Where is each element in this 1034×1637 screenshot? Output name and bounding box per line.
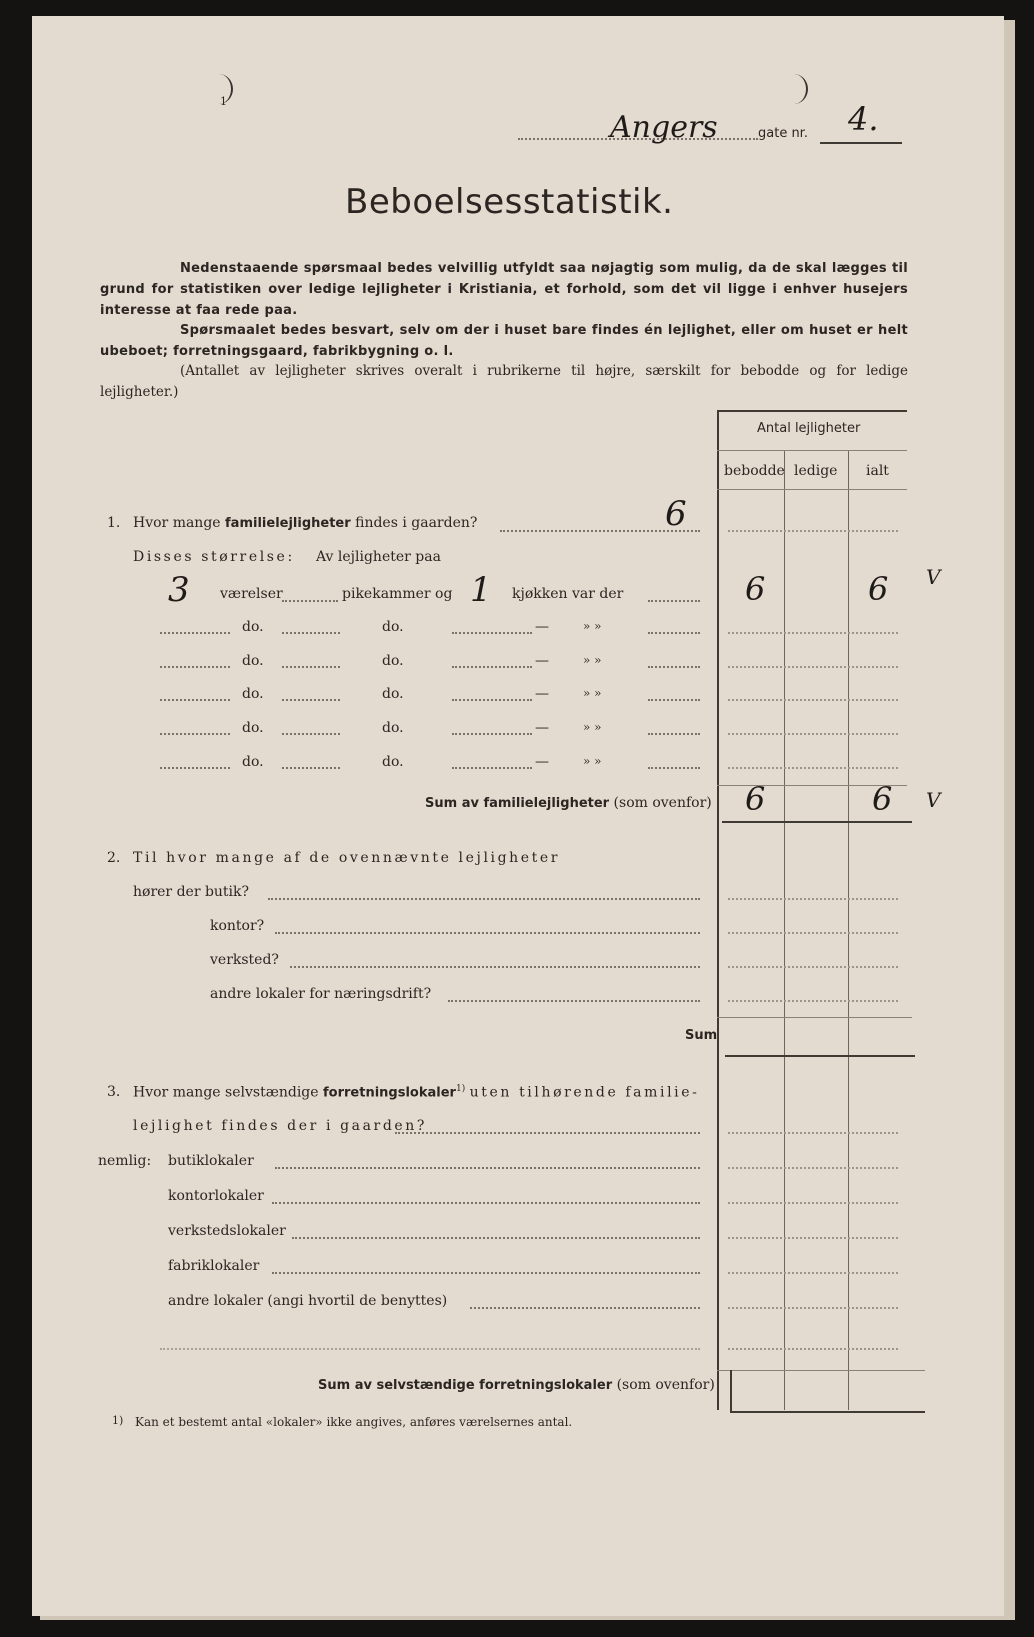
q2-verksted-label: verksted? bbox=[210, 952, 279, 968]
q3-butik-leader bbox=[275, 1167, 700, 1169]
page-mark: 1 bbox=[220, 95, 227, 108]
footnote-mark: 1) bbox=[112, 1414, 124, 1427]
q1-sum-tick: V bbox=[926, 788, 941, 812]
q1-answer-handwritten: 6 bbox=[665, 494, 687, 534]
q3-verksted-label: verkstedslokaler bbox=[168, 1223, 286, 1239]
punch-hole-right bbox=[780, 74, 808, 104]
table-group-header: Antal lejligheter bbox=[757, 421, 861, 436]
q1-row-ialt-handwritten: 6 bbox=[868, 570, 889, 608]
table-cell-dots bbox=[728, 1272, 898, 1274]
q1-row-bebodde-handwritten: 6 bbox=[745, 570, 766, 608]
col-header-bebodde: bebodde bbox=[724, 463, 785, 479]
table-cell-dots bbox=[728, 1202, 898, 1204]
q3-kontor-leader bbox=[272, 1202, 700, 1204]
q2-question: Til hvor mange af de ovennævnte lejligheter bbox=[133, 850, 561, 866]
q1-kjokken-label: kjøkken var der bbox=[512, 586, 624, 602]
form-title: Beboelsesstatistik. bbox=[345, 182, 674, 222]
q3-question: Hvor mange selvstændige forretningslokaler$^{1)}$ uten tilhørende familie- bbox=[133, 1084, 700, 1101]
col-header-ialt: ialt bbox=[866, 463, 889, 479]
intro-paragraph-2: Spørsmaalet bedes besvart, selv om der i huset bare findes én lejlighet, eller om huset er helt ubeboet; forretningsgaard, fabrikbygning o. l. bbox=[100, 323, 908, 359]
col-divider-2 bbox=[848, 450, 849, 1410]
q3-leader bbox=[395, 1132, 700, 1134]
table-cell-dots bbox=[728, 767, 898, 769]
q1-vaerelser-leader bbox=[282, 600, 338, 602]
q1-size-intro-2: Av lejligheter paa bbox=[316, 549, 441, 565]
table-cell-dots bbox=[728, 1348, 898, 1350]
q1-sum-ialt-handwritten: 6 bbox=[872, 780, 893, 818]
q2-verksted-leader bbox=[290, 966, 700, 968]
table-cell-dots bbox=[728, 733, 898, 735]
q3-question-cont: lejlighet findes der i gaarden? bbox=[133, 1118, 427, 1134]
q2-butik-label: hører der butik? bbox=[133, 884, 250, 900]
q1-number: 1. bbox=[107, 515, 121, 531]
table-cell-dots bbox=[728, 932, 898, 934]
q3-fabrik-leader bbox=[272, 1272, 700, 1274]
q1-vaerelser-label: værelser bbox=[220, 586, 283, 602]
q1-sum-bottom-rule bbox=[722, 821, 912, 823]
q3-blank-line bbox=[160, 1348, 700, 1350]
q3-number: 3. bbox=[107, 1084, 121, 1100]
table-cell-dots bbox=[728, 1000, 898, 1002]
table-cell-dots bbox=[728, 1307, 898, 1309]
form-page bbox=[32, 16, 1004, 1616]
q1-question: Hvor mange familielejligheter findes i gaarden? bbox=[133, 515, 478, 531]
col-divider-1 bbox=[784, 450, 785, 1410]
table-left-border bbox=[717, 410, 719, 1410]
q3-sum-top-rule bbox=[717, 1370, 925, 1371]
street-dotted-line bbox=[518, 138, 758, 140]
q1-row-tick: V bbox=[926, 565, 941, 589]
q2-andre-leader bbox=[448, 1000, 700, 1002]
table-cell-dots bbox=[728, 699, 898, 701]
col-header-ledige: ledige bbox=[794, 463, 838, 479]
q2-butik-leader bbox=[268, 898, 700, 900]
q1-sum-label: Sum av familielejligheter (som ovenfor) bbox=[425, 795, 712, 811]
table-cell-dots bbox=[728, 666, 898, 668]
street-underline bbox=[820, 142, 902, 144]
street-name-handwritten: Angers bbox=[610, 110, 718, 145]
q2-kontor-label: kontor? bbox=[210, 918, 265, 934]
q2-sum-bottom-rule bbox=[725, 1055, 915, 1057]
q1-rooms-handwritten: 3 bbox=[168, 570, 190, 610]
q1-kjokken-leader bbox=[648, 600, 700, 602]
q2-kontor-leader bbox=[275, 932, 700, 934]
table-cell-dots bbox=[728, 530, 898, 532]
table-cell-dots bbox=[728, 1132, 898, 1134]
q3-butik-label: butiklokaler bbox=[168, 1153, 254, 1169]
q1-sum-bebodde-handwritten: 6 bbox=[745, 780, 766, 818]
q1-kitchens-handwritten: 1 bbox=[470, 570, 492, 610]
q3-verksted-leader bbox=[292, 1237, 700, 1239]
q2-sum-top-rule bbox=[717, 1017, 912, 1018]
table-cell-dots bbox=[728, 632, 898, 634]
punch-hole-left bbox=[205, 74, 233, 104]
q3-andre-label: andre lokaler (angi hvortil de benyttes) bbox=[168, 1293, 448, 1309]
header-bottom-rule bbox=[717, 489, 907, 490]
table-cell-dots bbox=[728, 898, 898, 900]
q2-number: 2. bbox=[107, 850, 121, 866]
q3-sum-left-border bbox=[730, 1370, 732, 1412]
q3-kontor-label: kontorlokaler bbox=[168, 1188, 264, 1204]
intro-paragraph-3: (Antallet av lejligheter skrives overalt i rubrikerne til højre, særskilt for bebodde og for ledige lejligheter.) bbox=[100, 363, 908, 400]
q1-pikekammer-label: pikekammer og bbox=[342, 586, 453, 602]
q3-sum-bottom-rule bbox=[730, 1411, 925, 1413]
gate-label: gate nr. bbox=[758, 126, 808, 141]
footnote-text: Kan et bestemt antal «lokaler» ikke angives, anføres værelsernes antal. bbox=[135, 1415, 573, 1429]
q2-andre-label: andre lokaler for næringsdrift? bbox=[210, 986, 432, 1002]
intro-paragraph-1: Nedenstaaende spørsmaal bedes velvillig utfyldt saa nøjagtig som mulig, da de skal lægges til grund for statistiken over ledige lejligheter i Kristiania, et forhold, som det vil ligge i enhver husejers interesse at faa rede paa. bbox=[100, 261, 908, 318]
q3-sum-label: Sum av selvstændige forretningslokaler (som ovenfor) bbox=[318, 1377, 715, 1393]
house-number-handwritten: 4. bbox=[848, 100, 879, 138]
table-cell-dots bbox=[728, 1167, 898, 1169]
q3-fabrik-label: fabriklokaler bbox=[168, 1258, 260, 1274]
table-top-rule bbox=[717, 410, 907, 412]
q3-andre-leader bbox=[470, 1307, 700, 1309]
q1-size-intro: Disses størrelse: bbox=[133, 549, 295, 565]
q2-sum-label: Sum bbox=[685, 1028, 718, 1043]
header-subrule bbox=[717, 450, 907, 451]
table-cell-dots bbox=[728, 1237, 898, 1239]
q3-nemlig: nemlig: bbox=[98, 1153, 152, 1169]
table-cell-dots bbox=[728, 966, 898, 968]
